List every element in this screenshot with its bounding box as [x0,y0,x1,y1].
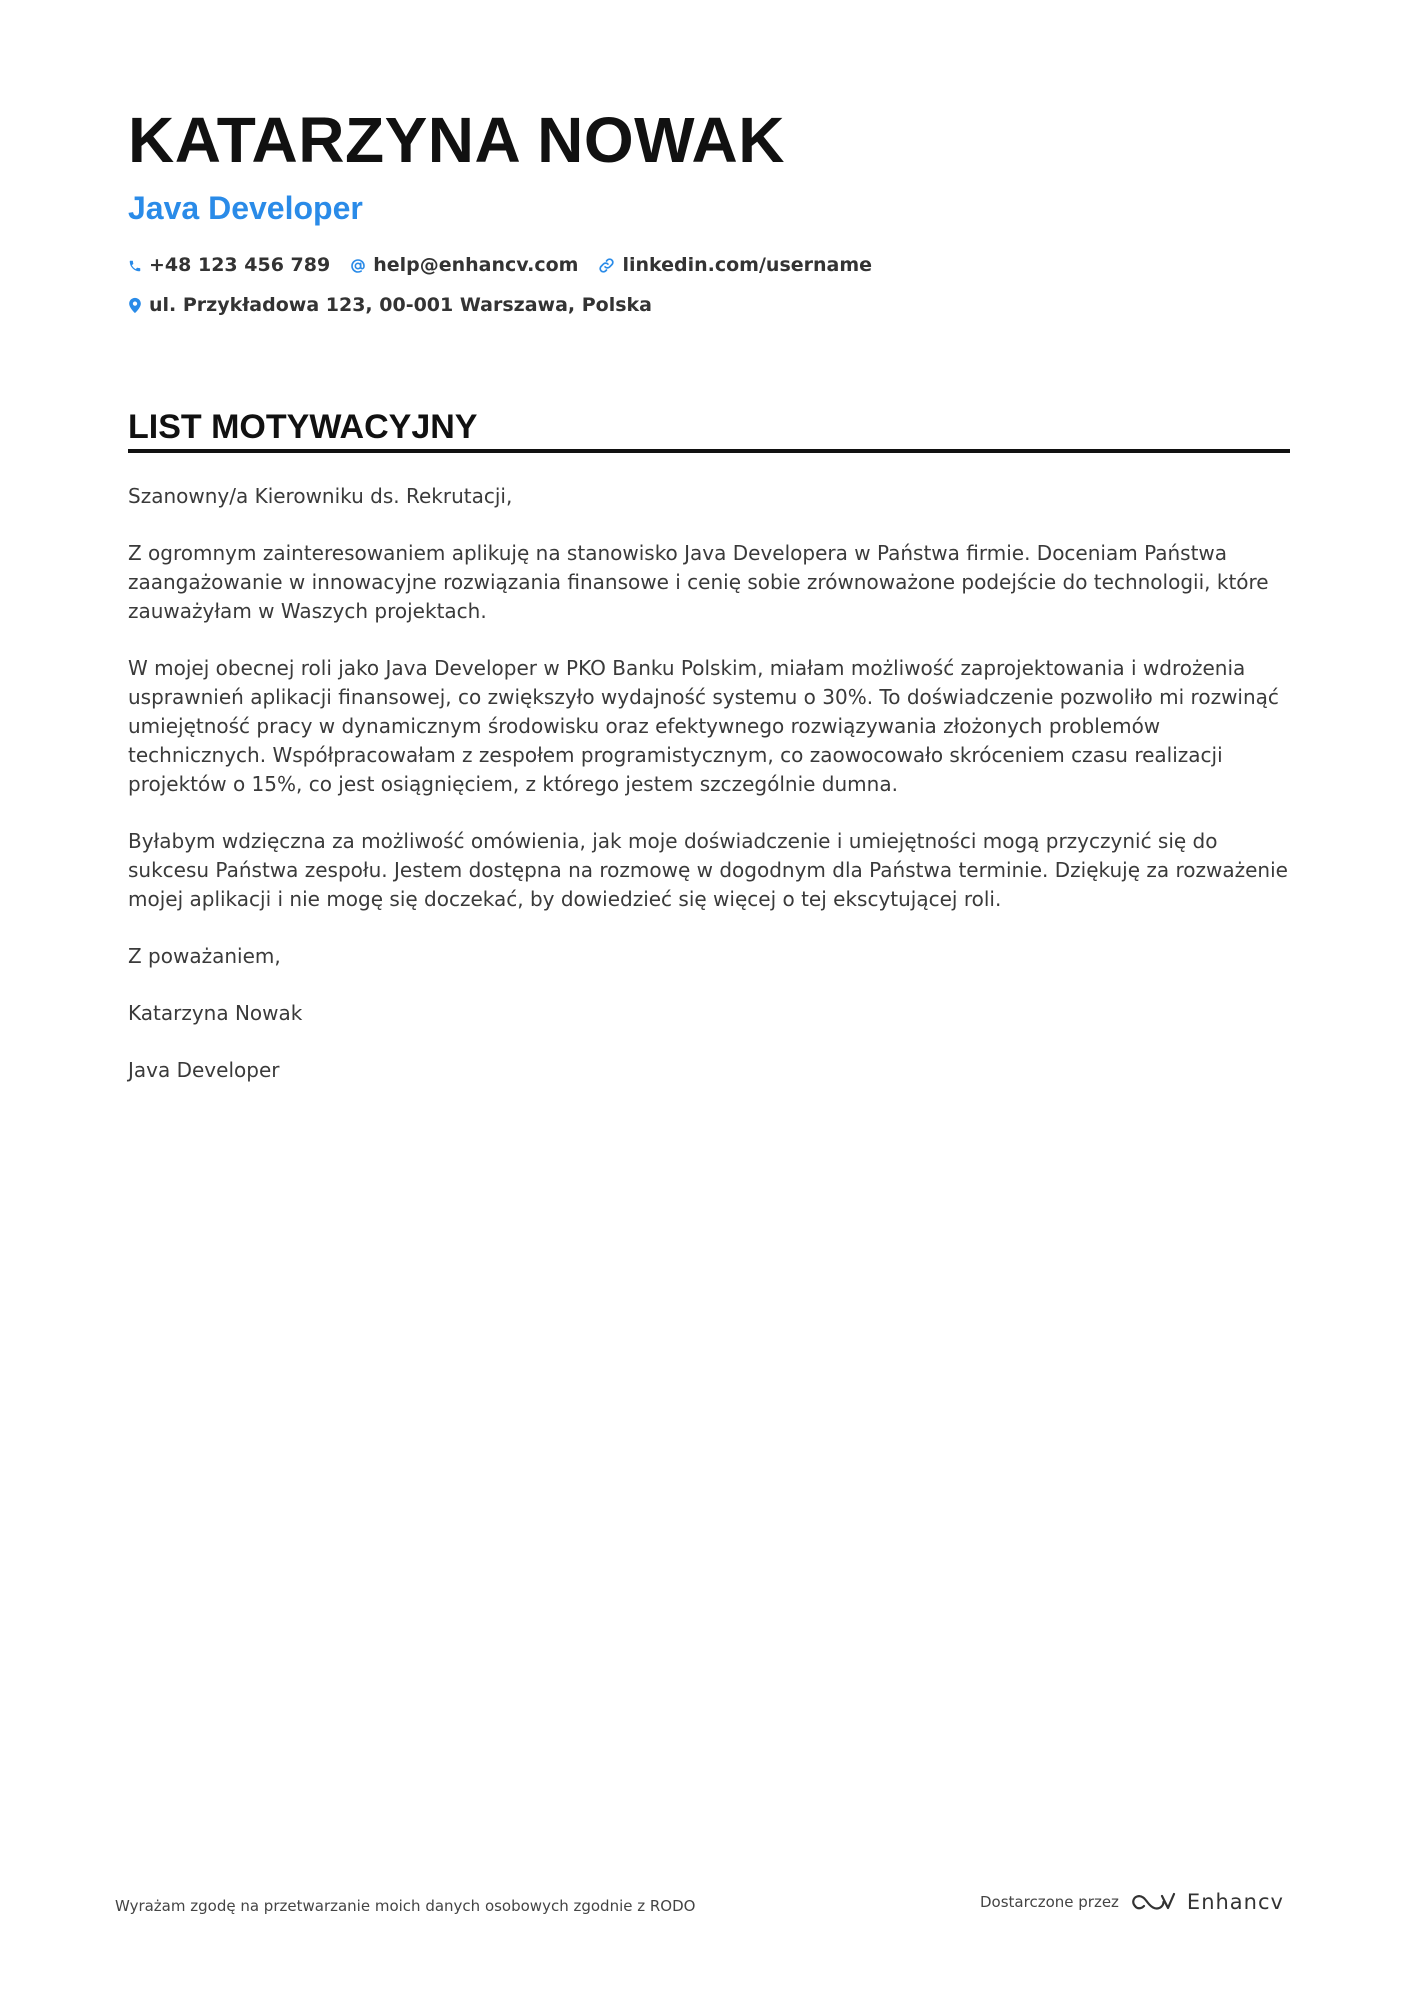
contact-address [128,296,652,315]
contact-row-address [128,296,672,315]
letter-body [128,482,1290,1113]
greeting: Szanowny/a Kierowniku ds. Rekrutacji, [128,484,513,508]
paragraph-closing: Byłabym wdzięczna za możliwość omówienia, jak moje doświadczenie i umiejętności mogą przyczynić się do sukcesu Państwa zespołu. Jestem dostępna na rozmowę w dogodnym dla Państwa terminie. Dziękuję za rozważenie mojej aplikacji i nie mogę się doczekać, by dowiedzieć się więcej o tej ekscytującej roli. [128,829,1288,911]
contact-phone [128,256,330,275]
provided-by-label: Dostarczone przez [980,1893,1119,1911]
linkedin-text[interactable]: linkedin.com/username [622,254,873,276]
signature-name: Katarzyna Nowak [128,1001,303,1025]
email-text[interactable]: help@enhancv.com [373,254,579,276]
sign-off: Z poważaniem, [128,944,281,968]
paragraph-experience: W mojej obecnej roli jako Java Developer w PKO Banku Polskim, miałam możliwość zaprojektowania i wdrożenia usprawnień aplikacji finansowej, co zwiększyło wydajność systemu o 30%. To doświadczenie pozwoliło mi rozwinąć umiejętność pracy w dynamicznym środowisku oraz efektywnego rozwiązywania złożonych problemów technicznych. Współpracowałam z zespołem programistycznym, co zaowocowało skróceniem czasu realizacji projektów o 15%, co jest osiągnięciem, z którego jestem szczególnie dumna. [128,656,1279,796]
contact-email[interactable] [350,256,578,275]
contact-linkedin[interactable] [598,256,872,275]
applicant-name: KATARZYNA NOWAK [128,104,785,176]
at-icon [350,258,366,274]
contact-row-primary [128,256,892,275]
section-divider [128,449,1290,453]
section-title: LIST MOTYWACYJNY [128,408,478,446]
brand-name: Enhancv [1186,1890,1284,1914]
applicant-role: Java Developer [128,190,363,226]
phone-text: +48 123 456 789 [149,254,331,276]
location-pin-icon [128,297,142,314]
enhancv-logo-icon [1131,1890,1177,1914]
address-text: ul. Przykładowa 123, 00-001 Warszawa, Polska [149,294,652,316]
powered-by[interactable] [980,1890,1284,1914]
paragraph-intro: Z ogromnym zainteresowaniem aplikuję na stanowisko Java Developera w Państwa firmie. Doceniam Państwa zaangażowanie w innowacyjne rozwiązania finansowe i cenię sobie zrównoważone podejście do technologii, które zauważyłam w Waszych projektach. [128,541,1269,623]
signature-role: Java Developer [128,1058,280,1082]
gdpr-consent: Wyrażam zgodę na przetwarzanie moich danych osobowych zgodnie z RODO [115,1897,696,1915]
link-icon [598,257,615,274]
phone-icon [128,259,142,273]
